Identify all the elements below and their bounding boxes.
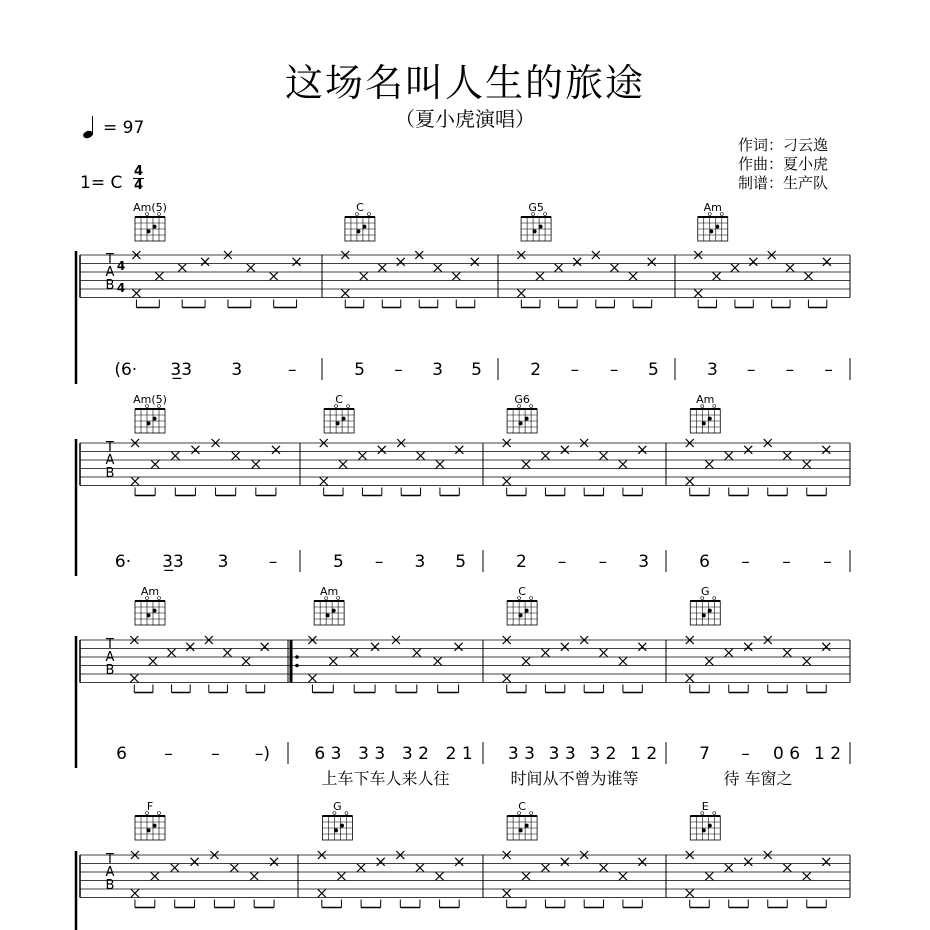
jianpu-note: – [785, 360, 795, 380]
time-signature-bottom: 4 [133, 178, 144, 193]
tab-letter: B [105, 466, 115, 481]
jianpu-note: – [741, 552, 750, 572]
jianpu-note: 7 [699, 744, 710, 764]
jianpu-note: 3 [638, 552, 650, 572]
lyric-text: 上车下车人来人往 [321, 769, 450, 788]
jianpu-note: 3 3 [548, 744, 576, 764]
jianpu-note: – [211, 744, 220, 764]
song-title: 这场名叫人生的旅途 [284, 61, 645, 105]
jianpu-note: – [374, 552, 384, 572]
tab-letter: A [105, 265, 115, 280]
jianpu-note: – [746, 360, 756, 380]
jianpu-note: 0 6 [772, 744, 801, 764]
measure [694, 201, 833, 380]
jianpu-note: 3 2 [589, 744, 617, 764]
measure [503, 585, 657, 788]
chord-name: Am [140, 585, 160, 598]
jianpu-note: – [570, 360, 580, 380]
jianpu-note: 1 2 [813, 744, 842, 764]
chord-name: C [518, 585, 526, 598]
tab-letter: A [105, 453, 115, 468]
measure [115, 393, 280, 572]
jianpu-note: – [741, 744, 750, 764]
jianpu-note: – [164, 744, 173, 764]
jianpu-note: 5 [354, 360, 365, 380]
jianpu-note: 3 [414, 552, 426, 572]
jianpu-note: 3 [706, 360, 718, 380]
jianpu-note: – [598, 552, 608, 572]
tab-letter: B [105, 663, 115, 678]
chord-name: C [335, 393, 343, 406]
credit-composer: 作曲：夏小虎 [738, 155, 829, 173]
tab-system-1 [76, 201, 850, 384]
jianpu-note: 3 [432, 360, 443, 380]
measure [318, 800, 463, 908]
measure [320, 393, 466, 572]
jianpu-note: 6 [116, 744, 127, 764]
credit-transcriber: 制谱：生产队 [738, 174, 829, 192]
jianpu-note: 6 [699, 552, 710, 572]
tab-letter: T [106, 637, 114, 652]
jianpu-note: 3 3 [507, 744, 535, 764]
chord-name: G6 [514, 393, 530, 406]
jianpu-note: 1 2 [630, 744, 658, 764]
tab-letter: T [106, 852, 114, 867]
chord-name: F [146, 800, 154, 813]
measure [114, 201, 300, 380]
chord-name: Am(5) [133, 393, 167, 406]
chord-name: G5 [528, 201, 544, 214]
jianpu-note: 6· [114, 552, 132, 572]
tab-system-2 [76, 393, 850, 576]
time-signature-top: 4 [133, 164, 144, 179]
lyric-text: 待 车窗之 [723, 769, 793, 788]
measure [686, 393, 832, 572]
jianpu-note: 5 [332, 552, 344, 572]
jianpu-note: – [609, 360, 619, 380]
jianpu-note: – [557, 552, 567, 572]
jianpu-note: 3 [231, 360, 243, 380]
jianpu-note: 5 [647, 360, 659, 380]
tab-letter: A [105, 865, 115, 880]
chord-name: Am(5) [133, 201, 167, 214]
measure [341, 201, 482, 380]
tab-letter: A [105, 650, 115, 665]
song-subtitle: （夏小虎演唱） [395, 107, 535, 131]
chord-name: G [333, 800, 342, 813]
jianpu-note: – [823, 552, 832, 572]
tab-clef [105, 252, 125, 295]
tab-letter: B [105, 278, 115, 293]
jianpu-note: 3 3 [358, 744, 386, 764]
chord-name: Am [320, 585, 339, 598]
chord-name: C [356, 201, 364, 214]
measure [517, 201, 658, 380]
tab-clef [105, 440, 115, 481]
tab-clef [105, 637, 115, 678]
chord-name: Am [703, 201, 722, 214]
repeat-dot [295, 664, 299, 668]
tab-time-bottom: 4 [116, 281, 126, 295]
chord-name: C [518, 800, 526, 813]
jianpu-note: – [268, 552, 278, 572]
credit-lyricist: 作词：刁云逸 [738, 136, 829, 154]
jianpu-note: 5 [455, 552, 467, 572]
measure [503, 393, 649, 572]
tab-system-3 [76, 585, 850, 788]
chord-name: E [701, 800, 709, 813]
lyric-text: 时间从不曾为谁等 [510, 769, 639, 788]
jianpu-note: 3 2 [401, 744, 429, 764]
jianpu-note: – [288, 360, 297, 380]
tab-clef [105, 852, 115, 893]
tab-system-4 [76, 800, 850, 930]
tab-letter: T [106, 440, 114, 455]
key-signature: 1= C [80, 173, 123, 193]
jianpu-note: – [782, 552, 791, 572]
jianpu-note: 5 [471, 360, 482, 380]
tab-letter: B [105, 878, 115, 893]
jianpu-note: – [394, 360, 403, 380]
measure [686, 800, 831, 908]
measure [308, 585, 472, 788]
jianpu-note: –) [254, 744, 271, 764]
measure [116, 585, 270, 764]
chord-name: Am [696, 393, 715, 406]
jianpu-note: 6 3 [314, 744, 342, 764]
tempo-text: = 97 [103, 118, 145, 138]
jianpu-note: 2 [515, 552, 527, 572]
jianpu-note: 3̲3 [162, 552, 184, 572]
jianpu-note: 2 [530, 360, 542, 380]
measure [131, 800, 278, 908]
repeat-dot [295, 655, 299, 659]
jianpu-note: – [824, 360, 833, 380]
jianpu-note: 3̲3 [170, 360, 193, 380]
measure [503, 800, 647, 908]
chord-name: G [701, 585, 710, 598]
measure [686, 585, 841, 788]
tab-letter: T [106, 252, 114, 267]
jianpu-note: 3 [217, 552, 229, 572]
jianpu-note: 2 1 [445, 744, 473, 764]
tab-time-top: 4 [116, 259, 126, 273]
jianpu-note: (6· [114, 360, 138, 380]
